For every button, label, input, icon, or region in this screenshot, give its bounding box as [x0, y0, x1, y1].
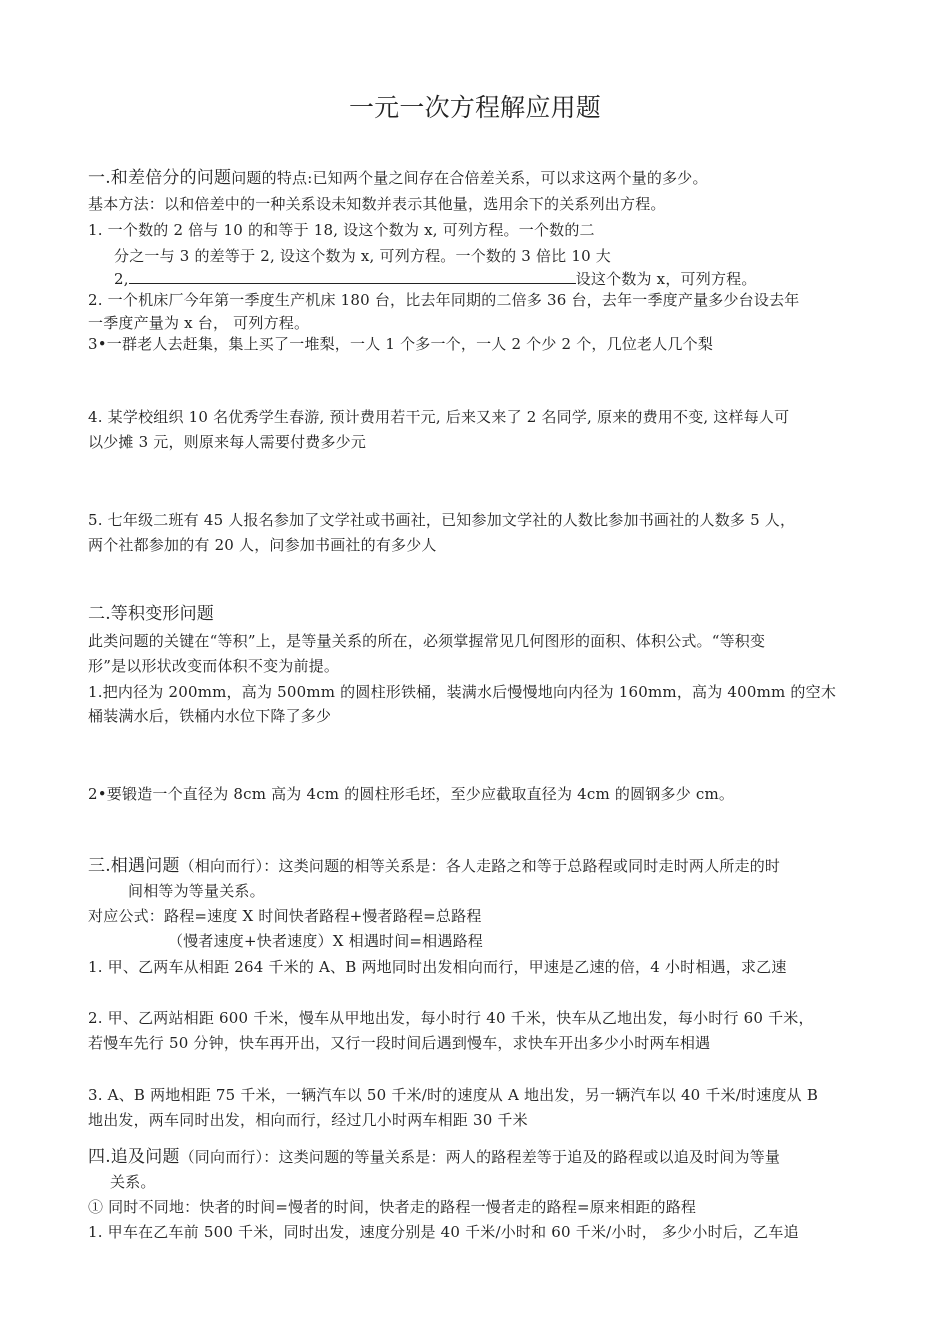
s2-intro-line1: 此类问题的关键在“等积”上，是等量关系的所在，必须掌握常见几何图形的面积、体积公式。“等积变	[88, 632, 766, 650]
s3-q2-line1: 2. 甲、乙两站相距 600 千米，慢车从甲地出发，每小时行 40 千米，快车从乙地出发，每小时行 60 千米，	[88, 1009, 814, 1027]
s1-q3: 3•一群老人去赶集，集上买了一堆梨，一人 1 个多一个，一人 2 个少 2 个，几位老人几个梨	[88, 335, 714, 353]
s3-q2-line2: 若慢车先行 50 分钟，快车再开出，又行一段时间后遇到慢车，求快车开出多少小时两车相遇	[88, 1034, 711, 1052]
section-3-intro	[88, 856, 780, 876]
s1-q2-line2: 一季度产量为 x 台， 可列方程。	[88, 314, 310, 332]
s2-q1-line1: 1.把内径为 200mm，高为 500mm 的圆柱形铁桶，装满水后慢慢地向内径为 160mm，高为 400mm 的空木	[88, 683, 837, 701]
s1-q4-line1: 4. 某学校组织 10 名优秀学生春游, 预计费用若干元, 后来又来了 2 名同学, 原来的费用不变, 这样每人可	[88, 408, 790, 426]
s3-q1: 1. 甲、乙两车从相距 264 千米的 A、B 两地同时出发相向而行，甲速是乙速的倍，4 小时相遇，求乙速	[88, 958, 787, 976]
s2-intro-line2: 形”是以形状改变而体积不变为前提。	[88, 657, 340, 675]
page-title: 一元一次方程解应用题	[348, 93, 601, 122]
section-2-heading: 二.等积变形问题	[88, 604, 215, 624]
section-4-rest: （同向而行）：这类问题的等量关系是：两人的路程差等于追及的路程或以追及时间为等量	[179, 1148, 781, 1166]
s1-q5-line1: 5. 七年级二班有 45 人报名参加了文学社或书画社，已知参加文学社的人数比参加书画社的人数多 5 人，	[88, 511, 796, 529]
s3-q3-line1: 3. A、B 两地相距 75 千米，一辆汽车以 50 千米/时的速度从 A 地出发，另一辆汽车以 40 千米/时速度从 B	[88, 1086, 819, 1104]
s1-q4-line2: 以少摊 3 元，则原来每人需要付费多少元	[88, 433, 367, 451]
s1-q1-line2: 分之一与 3 的差等于 2, 设这个数为 x, 可列方程。一个数的 3 倍比 10 大	[114, 247, 611, 265]
section-1-feature: 问题的特点:已知两个量之间存在合倍差关系，可以求这两个量的多少。	[231, 169, 708, 187]
section-1-method: 基本方法：以和倍差中的一种关系设未知数并表示其他量，选用余下的关系列出方程。	[88, 195, 666, 213]
section-3-heading: 三.相遇问题	[88, 856, 180, 876]
s1-q1-line3	[114, 269, 757, 289]
s1-q5-line2: 两个社都参加的有 20 人，问参加书画社的有多少人	[88, 536, 437, 554]
section-1-intro	[88, 168, 708, 188]
s4-intro-line2: 关系。	[110, 1173, 156, 1191]
s4-q1: 1. 甲车在乙车前 500 千米，同时出发，速度分别是 40 千米/小时和 60 千米/小时， 多少小时后，乙车追	[88, 1223, 799, 1241]
s2-q1-line2: 桶装满水后，铁桶内水位下降了多少	[88, 707, 332, 725]
s1-q1-line3-end: 设这个数为 x，可列方程。	[575, 270, 757, 288]
answer-blank	[129, 269, 576, 284]
s3-q3-line2: 地出发，两车同时出发，相向而行，经过几小时两车相距 30 千米	[88, 1111, 528, 1129]
s1-q1-line3-start: 2,	[114, 270, 129, 288]
s3-intro-line2: 间相等为等量关系。	[128, 882, 265, 900]
section-3-rest: （相向而行）：这类问题的相等关系是：各人走路之和等于总路程或同时走时两人所走的时	[179, 857, 781, 875]
s3-formula1: 对应公式：路程=速度 X 时间快者路程+慢者路程=总路程	[88, 907, 482, 925]
s2-q2: 2•要锻造一个直径为 8cm 高为 4cm 的圆柱形毛坯，至少应截取直径为 4cm 的圆钢多少 cm。	[88, 785, 735, 803]
s3-formula2: （慢者速度+快者速度）X 相遇时间=相遇路程	[168, 932, 483, 950]
s1-q2-line1: 2. 一个机床厂今年第一季度生产机床 180 台，比去年同期的二倍多 36 台，去年一季度产量多少台设去年	[88, 291, 800, 309]
section-4-intro	[88, 1147, 780, 1167]
section-4-heading: 四.追及问题	[88, 1147, 180, 1167]
s1-q1-line1: 1. 一个数的 2 倍与 10 的和等于 18, 设这个数为 x, 可列方程。一个数的二	[88, 221, 595, 239]
s4-case1: ① 同时不同地：快者的时间=慢者的时间，快者走的路程一慢者走的路程=原来相距的路程	[88, 1198, 697, 1216]
section-1-heading: 一.和差倍分的问题	[88, 168, 232, 188]
